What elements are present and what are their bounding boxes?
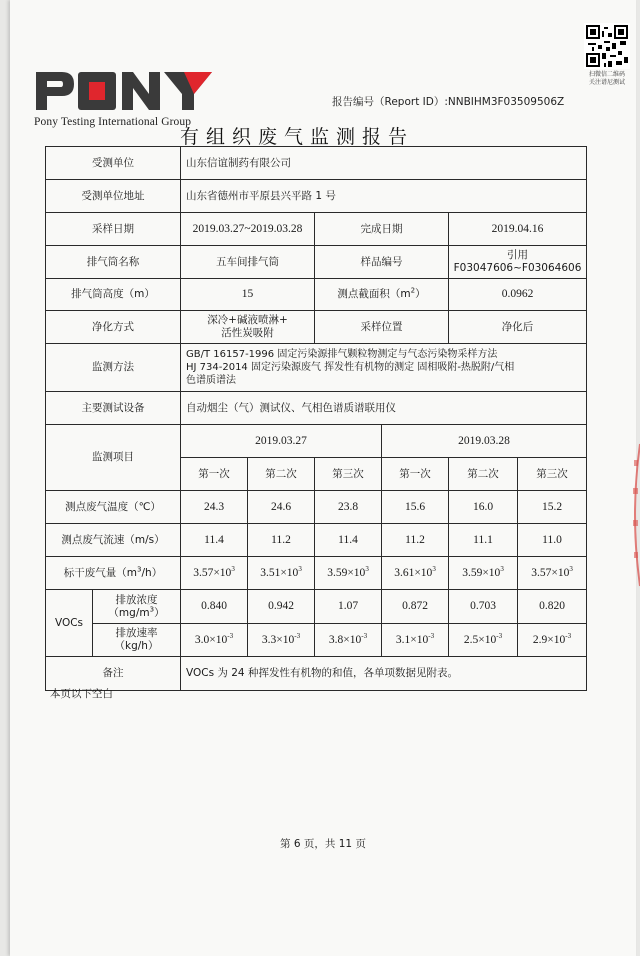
table-row (46, 279, 587, 311)
qr-caption-line-2: 关注谱尼测试 (588, 79, 625, 86)
flow-mantissa: 3.59 (327, 566, 348, 579)
temp-value: 15.2 (518, 491, 587, 524)
stack-height-value: 15 (181, 279, 315, 311)
report-id-value: NNBIHM3F03509506Z (447, 96, 565, 108)
table-row (46, 425, 587, 458)
flow-value (248, 557, 315, 590)
conc-value: 1.07 (315, 590, 382, 624)
table-row (46, 246, 587, 279)
table-row (46, 557, 587, 590)
rate-exponent: -3 (496, 631, 503, 640)
flow-mantissa: 3.59 (462, 566, 483, 579)
method-value (181, 344, 587, 392)
table-row (46, 147, 587, 180)
run-header: 第一次 (382, 458, 449, 491)
conc-value: 0.872 (382, 590, 449, 624)
client-value: 山东信谊制药有限公司 (181, 147, 587, 180)
rate-mantissa: 3.3 (261, 633, 277, 646)
flow-label-sup: 3 (137, 565, 142, 573)
flow-value (449, 557, 518, 590)
address-value: 山东省德州市平原县兴平路 1 号 (181, 180, 587, 213)
flow-value (181, 557, 248, 590)
report-id-label: 报告编号（Report ID）: (332, 96, 448, 108)
rate-label (93, 624, 181, 657)
qr-caption (576, 71, 638, 87)
conc-label-line-2 (95, 607, 178, 620)
run-header: 第一次 (181, 458, 248, 491)
flow-exponent: 3 (569, 564, 573, 573)
table-row (46, 491, 587, 524)
stack-name-label: 排气筒名称 (46, 246, 181, 279)
flow-exp-prefix: ×10 (213, 566, 232, 579)
pony-logo-graphic (34, 70, 214, 112)
rate-value (382, 624, 449, 657)
rate-mantissa: 2.5 (463, 633, 479, 646)
sample-no-line-2: F03047606~F03064606 (453, 262, 582, 274)
rate-value (315, 624, 382, 657)
rate-exponent: -3 (361, 631, 368, 640)
velocity-value: 11.2 (248, 524, 315, 557)
rate-mantissa: 2.9 (532, 633, 548, 646)
table-row (46, 624, 587, 657)
section-area-label-text: 测点截面积（m (337, 288, 411, 300)
completion-date-label: 完成日期 (315, 213, 449, 246)
method-line-3: 色谱质谱法 (186, 375, 236, 386)
conc-value: 0.942 (248, 590, 315, 624)
table-row (46, 657, 587, 691)
sampling-position-value: 净化后 (449, 311, 587, 344)
temp-value: 15.6 (382, 491, 449, 524)
flow-label-pre: 标干废气量（m (63, 566, 138, 579)
conc-label (93, 590, 181, 624)
flow-exp-prefix: ×10 (347, 566, 366, 579)
run-header: 第二次 (248, 458, 315, 491)
monitoring-table (45, 146, 587, 691)
rate-label-line-1: 排放速率 (115, 627, 158, 639)
qr-code (584, 23, 630, 69)
address-label: 受测单位地址 (46, 180, 181, 213)
temp-value: 24.3 (181, 491, 248, 524)
table-row (46, 180, 587, 213)
method-line-2: HJ 734-2014 固定污染源废气 挥发性有机物的测定 固相吸附-热脱附/气相 (186, 362, 515, 373)
flow-exp-prefix: ×10 (280, 566, 299, 579)
rate-exponent: -3 (428, 631, 435, 640)
rate-value (518, 624, 587, 657)
flow-label (46, 557, 181, 590)
flow-value (315, 557, 382, 590)
temp-value: 24.6 (248, 491, 315, 524)
flow-value (382, 557, 449, 590)
client-label: 受测单位 (46, 147, 181, 180)
completion-date-value: 2019.04.16 (449, 213, 587, 246)
sample-no-line-1: 引用 (507, 249, 529, 261)
flow-exp-prefix: ×10 (551, 566, 570, 579)
run-header: 第三次 (315, 458, 382, 491)
rate-mantissa: 3.0 (194, 633, 210, 646)
section-area-label-close: ） (415, 288, 426, 300)
conc-value: 0.703 (449, 590, 518, 624)
flow-exp-prefix: ×10 (482, 566, 501, 579)
temp-label: 测点废气温度（℃） (46, 491, 181, 524)
page-number: 第 6 页，共 11 页 (280, 838, 366, 850)
equipment-label: 主要测试设备 (46, 392, 181, 425)
sampling-date-value: 2019.03.27~2019.03.28 (181, 213, 315, 246)
purification-line-1: 深冷+碱液喷淋+ (207, 314, 288, 326)
stack-name-value: 五车间排气筒 (181, 246, 315, 279)
velocity-value: 11.2 (382, 524, 449, 557)
flow-mantissa: 3.57 (193, 566, 214, 579)
table-row (46, 524, 587, 557)
report-page (10, 0, 636, 956)
rate-exp-prefix: ×10 (478, 633, 497, 646)
remark-value: VOCs 为 24 种挥发性有机物的和值，各单项数据见附表。 (181, 657, 587, 691)
temp-value: 16.0 (449, 491, 518, 524)
flow-exponent: 3 (500, 564, 504, 573)
rate-exp-prefix: ×10 (276, 633, 295, 646)
velocity-value: 11.1 (449, 524, 518, 557)
run-header: 第三次 (518, 458, 587, 491)
conc-value: 0.840 (181, 590, 248, 624)
rate-value (449, 624, 518, 657)
rate-exponent: -3 (227, 631, 234, 640)
remark-label: 备注 (46, 657, 181, 691)
flow-exponent: 3 (231, 564, 235, 573)
rate-exponent: -3 (565, 631, 572, 640)
rate-exp-prefix: ×10 (209, 633, 228, 646)
table-row (46, 213, 587, 246)
table-row (46, 344, 587, 392)
purification-label: 净化方式 (46, 311, 181, 344)
flow-exponent: 3 (432, 564, 436, 573)
sample-no-value (449, 246, 587, 279)
conc-label-close: ） (154, 606, 165, 619)
section-area-label (315, 279, 449, 311)
seal-stamp-edge (626, 440, 640, 590)
vocs-label: VOCs (46, 590, 93, 657)
qr-caption-line-1: 扫微信二维码 (588, 71, 625, 78)
blank-note: 本页以下空白 (50, 688, 113, 700)
flow-label-post: /h） (141, 566, 163, 579)
method-label: 监测方法 (46, 344, 181, 392)
company-tagline: Pony Testing International Group (34, 116, 192, 128)
flow-mantissa: 3.57 (531, 566, 552, 579)
rate-mantissa: 3.1 (395, 633, 411, 646)
run-header: 第二次 (449, 458, 518, 491)
purification-value (181, 311, 315, 344)
rate-exp-prefix: ×10 (547, 633, 566, 646)
sampling-date-label: 采样日期 (46, 213, 181, 246)
rate-value (181, 624, 248, 657)
table-row (46, 590, 587, 624)
rate-value (248, 624, 315, 657)
rate-exponent: -3 (294, 631, 301, 640)
sampling-position-label: 采样位置 (315, 311, 449, 344)
rate-exp-prefix: ×10 (343, 633, 362, 646)
pony-logo (34, 70, 214, 112)
purification-line-2: 活性炭吸附 (221, 327, 274, 339)
items-label: 监测项目 (46, 425, 181, 491)
section-area-label-sup: 2 (410, 286, 416, 295)
velocity-value: 11.4 (181, 524, 248, 557)
conc-label-sup: 3 (149, 605, 155, 613)
method-line-1: GB/T 16157-1996 固定污染源排气颗粒物测定与气态污染物采样方法 (186, 349, 498, 360)
stack-height-label: 排气筒高度（m） (46, 279, 181, 311)
report-id (332, 94, 564, 109)
rate-exp-prefix: ×10 (410, 633, 429, 646)
conc-label-line-1: 排放浓度 (115, 593, 158, 606)
flow-mantissa: 3.61 (394, 566, 415, 579)
date-header-1: 2019.03.27 (181, 425, 382, 458)
flow-exponent: 3 (298, 564, 302, 573)
temp-value: 23.8 (315, 491, 382, 524)
velocity-label: 测点废气流速（m/s） (46, 524, 181, 557)
rate-label-line-2: （kg/h） (114, 640, 159, 652)
flow-exp-prefix: ×10 (414, 566, 433, 579)
velocity-value: 11.0 (518, 524, 587, 557)
report-title: 有组织废气监测报告 (180, 126, 415, 148)
velocity-value: 11.4 (315, 524, 382, 557)
section-area-value: 0.0962 (449, 279, 587, 311)
date-header-2: 2019.03.28 (382, 425, 587, 458)
equipment-value: 自动烟尘（气）测试仪、气相色谱质谱联用仪 (181, 392, 587, 425)
rate-mantissa: 3.8 (328, 633, 344, 646)
flow-mantissa: 3.51 (260, 566, 281, 579)
conc-value: 0.820 (518, 590, 587, 624)
flow-value (518, 557, 587, 590)
table-row (46, 392, 587, 425)
table-row (46, 311, 587, 344)
sample-no-label: 样品编号 (315, 246, 449, 279)
conc-label-unit: （mg/m (108, 606, 150, 619)
flow-exponent: 3 (365, 564, 369, 573)
